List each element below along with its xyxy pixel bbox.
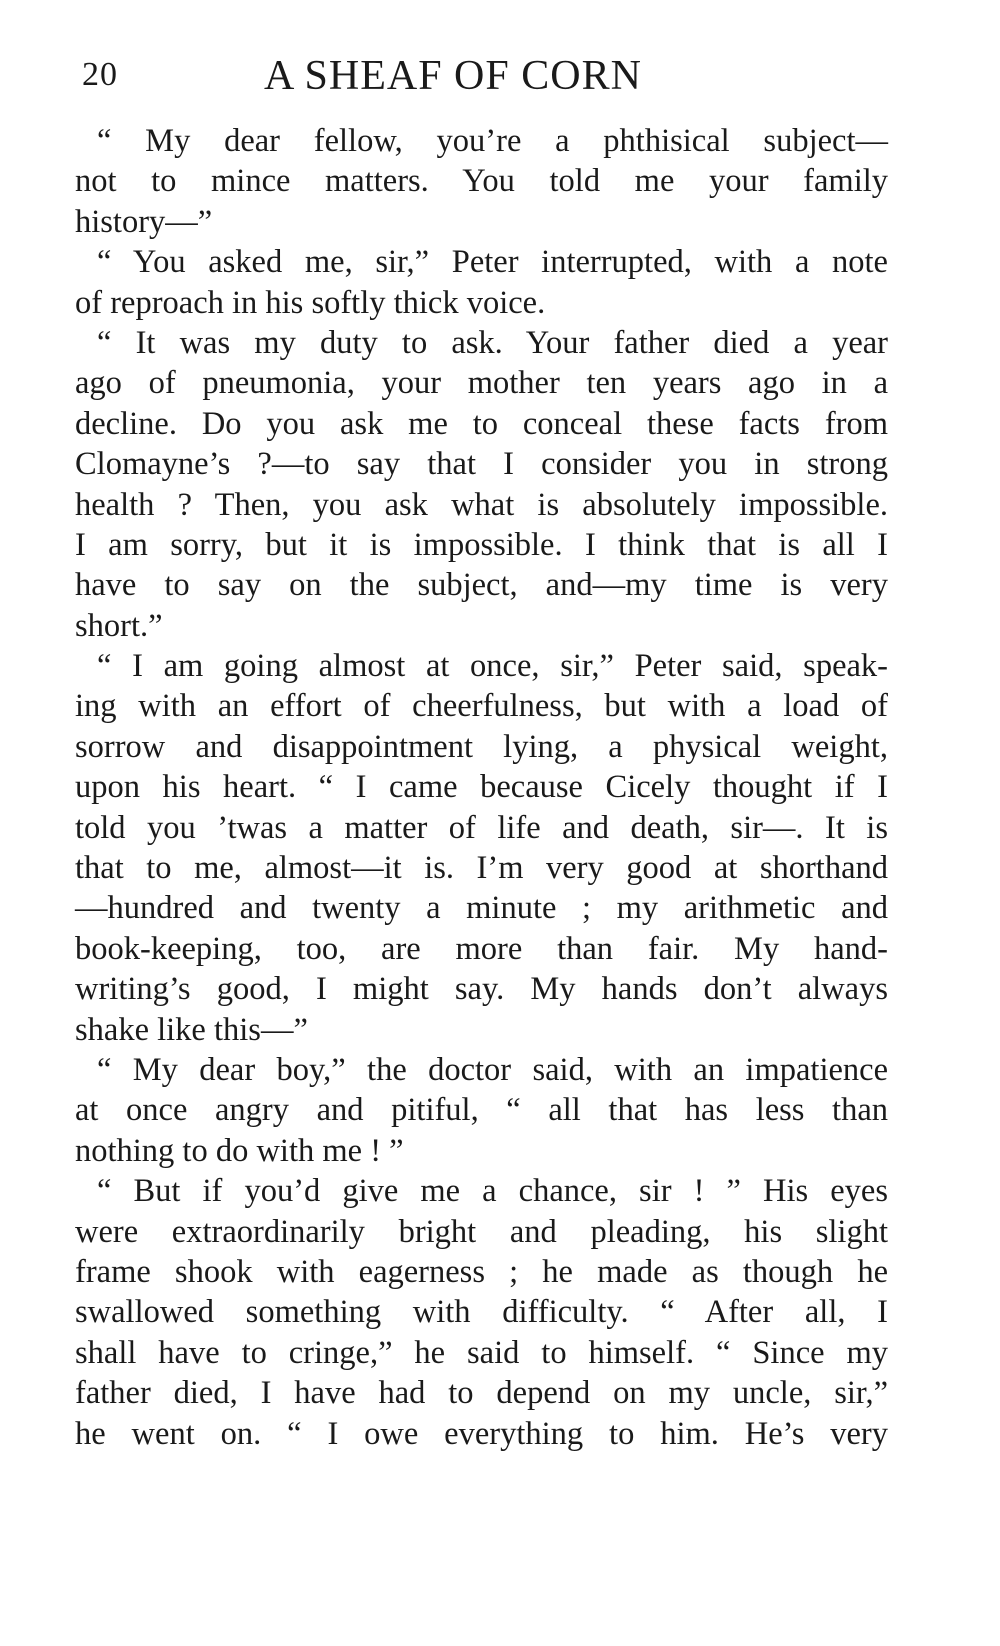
text-line: writing’s good, I might say. My hands don’t always (75, 971, 888, 1008)
text-line: “ I am going almost at once, sir,” Peter said, speak- (97, 648, 888, 685)
running-title: A SHEAF OF CORN (264, 53, 642, 99)
text-line: “ It was my duty to ask. Your father died a year (97, 324, 888, 361)
text-line: swallowed something with difficulty. “ After all, I (75, 1294, 888, 1331)
text-line: that to me, almost—it is. I’m very good at shorthand (75, 850, 888, 887)
text-line: shall have to cringe,” he said to himself. “ Since my (75, 1334, 888, 1371)
text-line: decline. Do you ask me to conceal these facts from (75, 405, 888, 442)
text-line: were extraordinarily bright and pleading, his slight (75, 1213, 888, 1250)
text-line: frame shook with eagerness ; he made as though he (75, 1253, 888, 1290)
text-line: shake like this—” (75, 1011, 308, 1048)
text-line: “ My dear boy,” the doctor said, with an impatience (97, 1051, 888, 1088)
text-line: told you ’twas a matter of life and death, sir—. It is (75, 809, 888, 846)
text-line: ago of pneumonia, your mother ten years ago in a (75, 365, 888, 402)
text-line: at once angry and pitiful, “ all that has less than (75, 1092, 888, 1129)
text-line: Clomayne’s ?—to say that I consider you in strong (75, 446, 888, 483)
text-line: not to mince matters. You told me your family (75, 163, 888, 200)
page-header (76, 52, 896, 102)
text-line: “ You asked me, sir,” Peter interrupted, with a note (97, 244, 888, 281)
text-line: ing with an effort of cheerfulness, but with a load of (75, 688, 888, 725)
text-line: he went on. “ I owe everything to him. He’s very (75, 1415, 888, 1452)
text-line: short.” (75, 607, 163, 644)
text-line: history—” (75, 203, 213, 240)
text-line: “ But if you’d give me a chance, sir ! ” His eyes (97, 1173, 888, 1210)
text-line: upon his heart. “ I came because Cicely thought if I (75, 769, 888, 806)
text-line: of reproach in his softly thick voice. (75, 284, 546, 321)
text-line: book-keeping, too, are more than fair. My hand- (75, 930, 888, 967)
text-line: “ My dear fellow, you’re a phthisical subject— (97, 123, 888, 159)
text-line: health ? Then, you ask what is absolutely impossible. (75, 486, 888, 523)
text-line: have to say on the subject, and—my time is very (75, 567, 888, 604)
text-line: I am sorry, but it is impossible. I think that is all I (75, 526, 888, 563)
text-line: father died, I have had to depend on my uncle, sir,” (75, 1375, 888, 1412)
body-text (75, 121, 888, 1454)
text-line: nothing to do with me ! ” (75, 1132, 404, 1169)
text-line: —hundred and twenty a minute ; my arithmetic and (75, 890, 888, 927)
text-line: sorrow and disappointment lying, a physical weight, (75, 728, 888, 765)
page-number: 20 (82, 56, 118, 93)
